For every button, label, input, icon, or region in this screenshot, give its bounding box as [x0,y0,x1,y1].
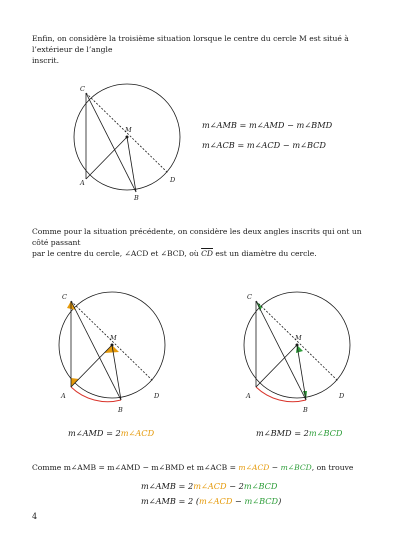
label-c: C [80,85,85,93]
label-d: D [170,176,176,184]
final-formula-1 [141,481,278,491]
conclusion-a: Comme m∠AMB = m∠AMD − m∠BMD et m∠ACB = [32,463,239,472]
label-m: M [125,126,132,134]
final2-acd: m∠ACD [199,496,233,506]
caption-right-angle: m∠BCD [308,428,343,438]
para2-text-b: est un diamètre du cercle. [212,249,317,258]
label-a-right: A [246,392,251,400]
formula-acb: m∠ACB = m∠ACD − m∠BCD [202,140,326,150]
conclusion-minus: − [269,463,281,472]
center-point [126,136,129,139]
formula-amb: m∠AMB = m∠AMD − m∠BMD [202,120,333,130]
final2-bcd: m∠BCD [244,496,279,506]
intro-line-2: inscrit. [32,56,59,65]
caption-right [256,428,343,438]
para2-line-1: Comme pour la situation précédente, on considère les deux angles inscrits qui ont un côté passant [32,227,362,247]
label-m-left: M [110,334,117,342]
label-a-left: A [61,392,66,400]
situation-paragraph [32,226,372,259]
para2-text-a: par le centre du cercle, ∠ACD et ∠BCD, où [32,249,202,258]
final1-acd: m∠ACD [193,481,227,491]
conclusion-bcd: m∠BCD [280,463,312,472]
final-formula-2 [141,496,281,506]
segment-am-right [256,345,297,387]
caption-left-angle: m∠ACD [120,428,155,438]
label-d-right: D [339,392,345,400]
figure-top [70,80,200,210]
conclusion-acd: m∠ACD [238,463,270,472]
caption-right-prefix: m∠BMD = 2 [256,428,309,438]
center-right [296,344,299,347]
final1-c: − 2 [226,481,244,491]
label-m-right: M [295,334,302,342]
caption-left [68,428,154,438]
conclusion-e: , on trouve [311,463,354,472]
label-d-left: D [154,392,160,400]
center-left [111,344,114,347]
label-b-right: B [303,406,308,414]
diameter-cd-label: $\overline{CD}$ [201,249,213,258]
arc-ab-right [256,387,306,402]
label-b-left: B [118,406,123,414]
label-c-left: C [62,293,67,301]
caption-left-prefix: m∠AMD = 2 [68,428,121,438]
intro-paragraph [32,33,372,66]
label-c-right: C [247,293,252,301]
page-number: 4 [32,512,38,521]
final2-e: ) [278,496,282,506]
figure-right [240,288,370,418]
segment-am [86,137,127,179]
final1-bcd: m∠BCD [243,481,278,491]
arc-ab-left [71,387,121,402]
segment-cb [86,93,136,192]
final1-a: m∠AMB = 2 [141,481,194,491]
final2-c: − [232,496,245,506]
label-a: A [80,179,85,187]
para2-line-2 [32,248,372,259]
intro-line-1: Enfin, on considère la troisième situation lorsque le centre du cercle M est situé à l’extérieur de l’angle [32,34,349,54]
final2-a: m∠AMB = 2 ( [141,496,200,506]
label-b: B [134,194,139,202]
segment-am-left [71,345,112,387]
conclusion-line [32,462,377,473]
figure-left [55,288,185,418]
